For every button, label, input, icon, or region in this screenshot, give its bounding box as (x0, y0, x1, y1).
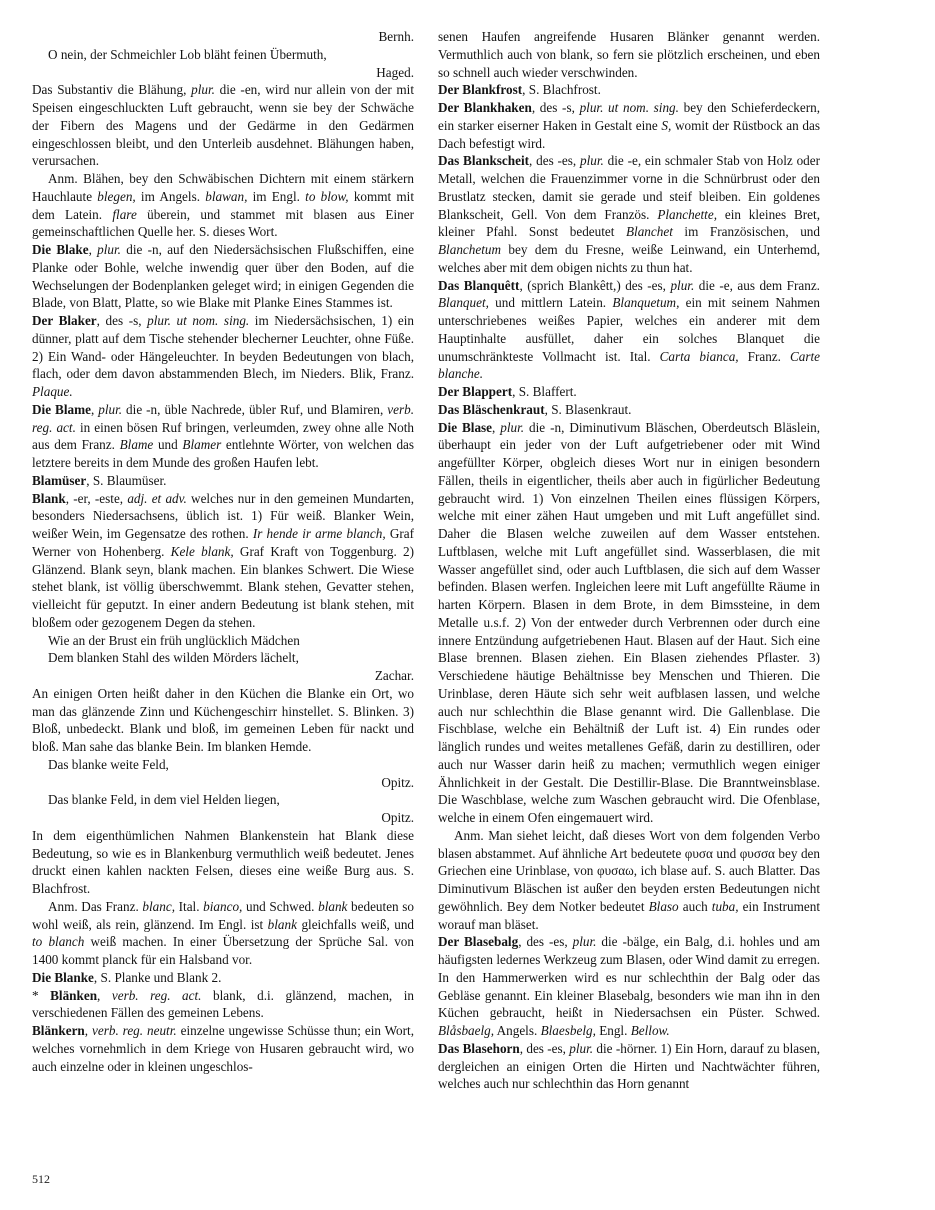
right-paragraph: Das Blasehorn, des -es, plur. die -hörner. 1) Ein Horn, darauf zu blasen, dergleichen an einigen Orten die Hirten und Nachtwächter führen, welches auch nur schlechthin das Horn genannt (438, 1040, 820, 1092)
right-column (438, 28, 820, 1093)
left-paragraph: * Blänken, verb. reg. act. blank, d.i. glänzend, machen, in verschiedenen Fällen des gemeinen Lebens. (32, 987, 415, 1021)
left-paragraph: Opitz. (381, 774, 414, 790)
left-paragraph: Der Blaker, des -s, plur. ut nom. sing. im Niedersächsischen, 1) ein dünner, platt auf dem Tische stehender blecherner Leuchter, ohne Füße. 2) Ein Wand- oder Hängeleuchter. In beyden Bedeutungen von blach, flach, oder dem davon abstammenden Blech, im Nieders. Blik, Franz. Plaque. (32, 313, 414, 399)
left-paragraph: Blank, -er, -este, adj. et adv. welches nur in den gemeinen Mundarten, besonders Niedersachsens, üblich ist. 1) Für weiß. Blanker Wein, weißer Wein, im Gegensatze des rothen. Ir hende ir arme blanch, Graf Werner von Hohenberg. Kele blank, Graf Kraft von Toggenburg. 2) Glänzend. Blank seyn, blank machen. Ein blankes Schwert. Die Wiese stehet blank, ist völlig überschwemmt. Blank stehen, Gevatter stehen, vielleicht für geputzt. In einer andern Bedeutung ist blank stehen, mit bloßem oder gezogenem Degen da stehen. (32, 490, 415, 630)
left-paragraph: Das blanke weite Feld, (48, 756, 169, 772)
left-paragraph: O nein, der Schmeichler Lob bläht feinen Übermuth, (48, 46, 327, 62)
right-paragraph: Das Blankscheit, des -es, plur. die -e, ein schmaler Stab von Holz oder Metall, welchen die Frauenzimmer vorne in die Schnürbrust oder den Brustlatz stecken, damit sie gerade und steif bleiben. Ein goldenes Blankscheit, Gell. Von dem Französ. Planchette, ein kleines Bret, kleiner Pfahl. Sonst bedeutet Blanchet im Französischen, und Blanchetum bey dem du Fresne, weiße Leinwand, ein Unterhemd, welches aber mit dem obigen nichts zu thun hat. (438, 153, 820, 275)
left-paragraph: Opitz. (381, 810, 414, 825)
right-paragraph: Der Blasebalg, des -es, plur. die -bälge, ein Balg, d.i. hohles und am häufigsten ledernes Werkzeug zum Blasen, oder Wind damit zu erregen. In den Hammerwerken wird es nur schlechthin der Balg oder das Gebläse genannt. Ein kleiner Blasebalg, besonders wie man ihn in den Küchen gebraucht, heißt in Niedersachsen ein Püster. Schwed. Blåsbaelg, Angels. Blaesbelg, Engl. Bellow. (438, 934, 820, 1038)
left-paragraph: Die Blame, plur. die -n, üble Nachrede, übler Ruf, und Blamiren, verb. reg. act. in einen bösen Ruf bringen, verleumden, zwey ohne alle Noth aus dem Franz. Blame und Blamer entlehnte Wörter, von welchen das letztere bereits in dem Munde des großen Haufen lebt. (32, 401, 415, 470)
right-paragraph: Das Blanquêtt, (sprich Blankêtt,) des -es, plur. die -e, aus dem Franz. Blanquet, und mittlern Latein. Blanquetum, ein mit seinem Nahmen unterschriebenes weißes Papier, welches ein anderer mit dem Hauptinhalte ausfüllet, daher ein solches Blanquet die unumschränkteste Vollmacht ist. Ital. Carta bianca, Franz. Carte blanche. (438, 277, 821, 382)
right-paragraph: Der Blankfrost, S. Blachfrost. (438, 82, 601, 98)
left-paragraph: Blamüser, S. Blaumüser. (32, 472, 167, 488)
left-paragraph: Bernh. (378, 29, 414, 44)
left-paragraph: Dem blanken Stahl des wilden Mörders lächelt, (48, 650, 299, 666)
left-paragraph: Anm. Blähen, bey den Schwäbischen Dichtern mit einem stärkern Hauchlaute blegen, im Angels. blawan, im Engl. to blow, kommt mit dem Latein. flare überein, und stammet mit blasen aus Einer gemeinschaftlichen Quelle her. S. dieses Wort. (32, 171, 414, 240)
left-paragraph: Die Blake, plur. die -n, auf den Niedersächsischen Flußschiffen, eine Planke oder Bohle, welche inwendig quer über den Boden, auf die Wechselungen der Bodenplanken geleget wird; in einigen Gegenden die Blade, von Blatt, Platte, so wie Blake mit Planke Eines Stammes ist. (32, 242, 414, 311)
left-paragraph: Das blanke Feld, in dem viel Helden liegen, (48, 792, 280, 808)
right-paragraph: Der Blappert, S. Blaffert. (438, 384, 577, 399)
left-paragraph: Blänkern, verb. reg. neutr. einzelne ungewisse Schüsse thun; ein Wort, welches vornehmlich in dem Kriege von Husaren gebraucht wird, wo auch einzelne oder in kleinen ungeschlos- (32, 1023, 415, 1074)
left-paragraph: In dem eigenthümlichen Nahmen Blankenstein hat Blank diese Bedeutung, so wie es in Blankenburg vermuthlich weiß bedeutet. Jenes druckt einen kahlen nackten Felsen, dieses eine weiße Burg aus. S. Blachfrost. (32, 827, 414, 896)
left-paragraph: An einigen Orten heißt daher in den Küchen die Blanke ein Ort, wo man das glänzende Zinn und Küchengeschirr hinstellet. S. Blinken. 3) Bloß, unbedeckt. Blank und bloß, im gemeinen Leben für nackt und bloß. Man sahe das blanke Bein. Im blanken Hemde. (32, 685, 414, 754)
left-paragraph: Haged. (376, 64, 414, 80)
page-number: 512 (32, 1172, 50, 1186)
right-paragraph: Der Blankhaken, des -s, plur. ut nom. sing. bey den Schieferdeckern, ein starker eiserner Haken in Gestalt eine S, womit der Rüstbock an das Dach befestigt wird. (438, 100, 821, 151)
right-paragraph: Anm. Man siehet leicht, daß dieses Wort von dem folgenden Verbo blasen abstammet. Auf ähnliche Art bedeutete φυσα und φυσσα bey den Griechen eine Urinblase, von φυσαω, ich blase auf. S. auch Blatter. Das Diminutivum Bläschen ist außer den beyden ersten Bedeutungen nicht gewöhnlich. Bey dem Notker bedeutet Blaso auch tuba, ein Instrument worauf man bläset. (438, 827, 820, 932)
left-paragraph: Wie an der Brust ein früh unglücklich Mädchen (48, 632, 300, 648)
right-paragraph: Das Bläschenkraut, S. Blasenkraut. (438, 401, 632, 417)
left-paragraph: Die Blanke, S. Planke und Blank 2. (32, 969, 222, 985)
left-paragraph: Anm. Das Franz. blanc, Ital. bianco, und Schwed. blank bedeuten so wohl weiß, als rein, glänzend. Im Engl. ist blank gleichfalls weiß, und to blanch weiß machen. In einer Übersetzung der Sprüche Sal. von 1400 kommt planck für ein Halsband vor. (32, 898, 415, 967)
right-paragraph: Die Blase, plur. die -n, Diminutivum Bläschen, Oberdeutsch Bläslein, überhaupt ein jeder von der Luft aufgetriebener oder mit Wind angefüllter Körper, obgleich dieses Wort nur in einigen besondern Fällen, theils in eigentlicher, theils aber auch in figürlicher Bedeutung gebraucht wird. 1) Von einzelnen Theilen eines flüssigen Körpers, welche mit einer zähen Haut umgeben und mit Luft angefüllet sind. Daher die Blasen welche zuweilen auf dem Wasser entstehen. Luftblasen, welche mit Luft angefüllet sind. Wasserblasen, die mit Wasser angefüllet sind, oder auch Luftblasen, die sich auf dem Wasser befinden. Blasen werfen. Ingleichen leere mit Luft angefüllte Räume in harten Körpern. Blasen in dem Brote, in dem Bimssteine, in dem Metalle u.s.f. 2) Von der entweder durch Verbrennen oder durch eine innere Entzündung aufgetriebenen Haut. Blasen auf der Haut. Sich eine Blase brennen. Blasen ziehen. Ein Blasen ziehendes Pflaster. 3) Verschiedene häutige Behältnisse bey Menschen und Thieren. Die Urinblase, deren Häute sich sehr weit aufblasen lassen, und welche auch nur schlechthin die Blase genannt wird. Die Gallenblase. Die Fischblase, welche ein Behältniß der Luft ist. 4) Ein rundes oder länglich rundes und weites metallenes Gefäß, darin zu destilliren, oder auch nur Wasser darin heiß zu machen; vermuthlich wegen einiger Ähnlichkeit in der Gestalt. Die Destillir-Blase. Die Branntweinsblase. Die Waschblase, welche zum Waschen gebraucht wird. Die Ofenblase, welche in einem Ofen eingemauert wird. (438, 419, 821, 825)
left-column (32, 28, 414, 1075)
left-paragraph: Zachar. (374, 668, 414, 683)
left-paragraph: Das Substantiv die Blähung, plur. die -en, wird nur allein von der mit Speisen eingeschluckten Luft gebraucht, wenn sie bey der Schwäche der Fibern des Magens und der Gedärme in den Gedärmen eingeschlossen bleibt, und den Unterleib ausdehnet. Blähungen haben, verursachen. (32, 82, 415, 169)
right-paragraph: senen Haufen angreifende Husaren Blänker genannt werden. Vermuthlich auch von blank, so fern sie plötzlich erscheinen, und eben so schnell auch wieder verschwinden. (438, 29, 820, 80)
